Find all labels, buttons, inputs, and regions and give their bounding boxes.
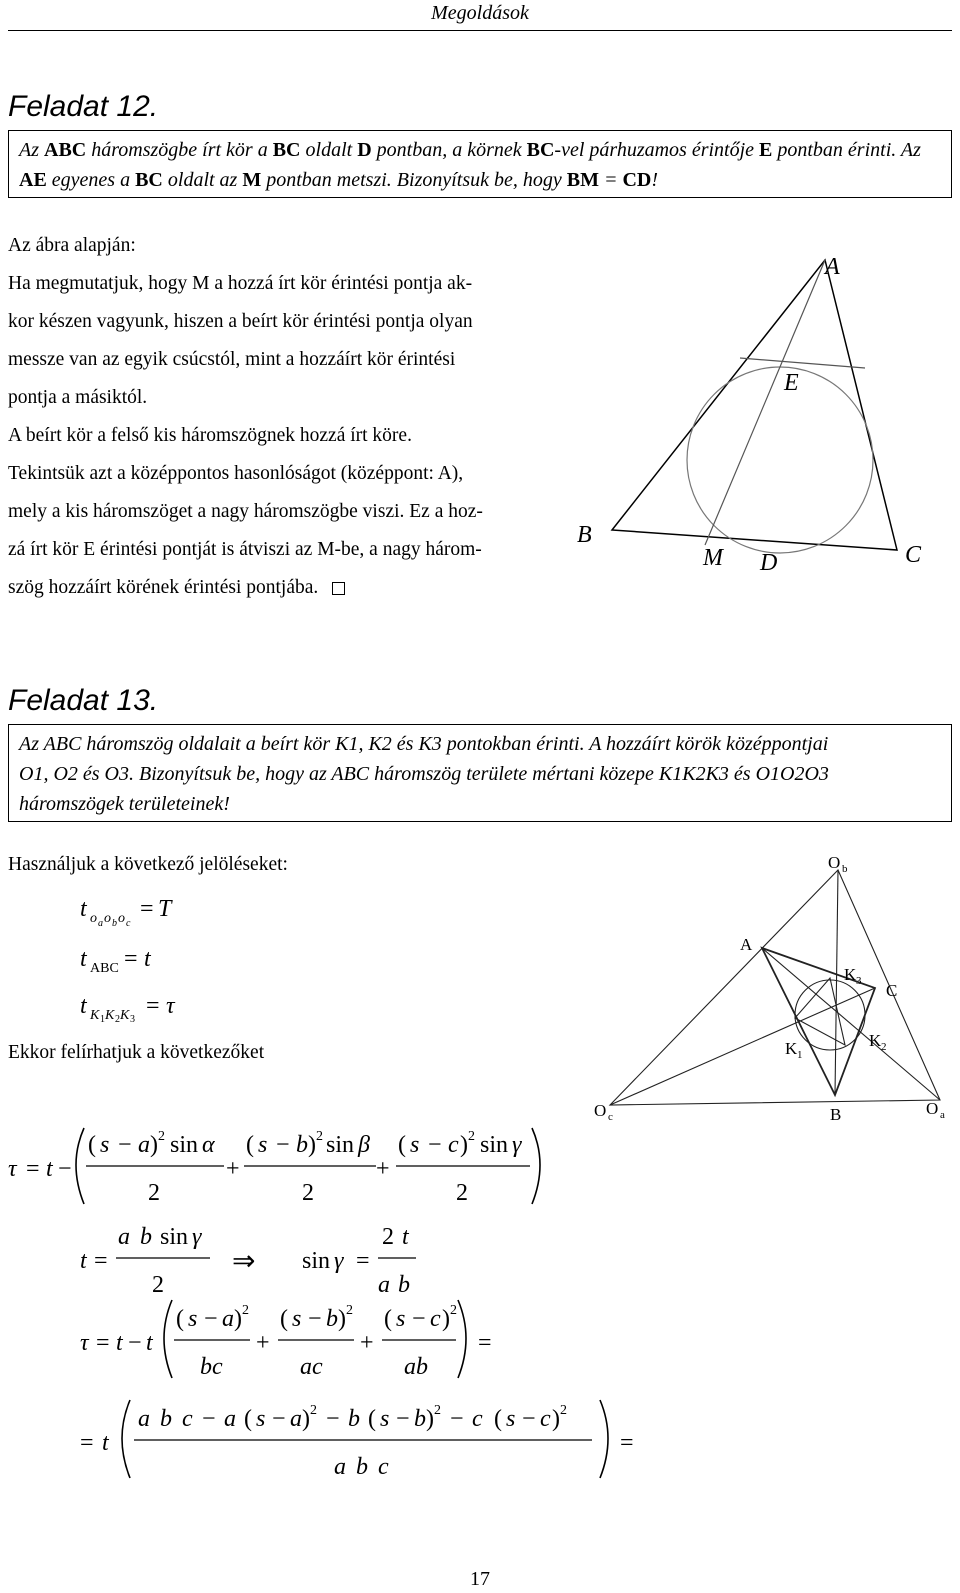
svg-text:=: = (356, 1248, 370, 1274)
svg-text:2: 2 (434, 1403, 441, 1418)
svg-text:2: 2 (148, 1180, 160, 1206)
svg-text:b: b (398, 1272, 410, 1298)
statement-line: háromszögek területeinek! (19, 793, 230, 815)
svg-text:): ) (338, 1306, 346, 1332)
svg-text:c: c (126, 918, 131, 929)
svg-text:a: a (98, 918, 103, 929)
svg-text:τ: τ (166, 993, 175, 1019)
svg-text:−: − (58, 1156, 72, 1182)
svg-text:s: s (256, 1406, 266, 1432)
tangent-line-e (740, 358, 865, 368)
svg-text:=: = (26, 1156, 40, 1182)
solution-line: messze van az egyik csúcstól, mint a hozzáírt kör érintési (8, 349, 456, 370)
solution-line: A beírt kör a felső kis háromszögnek hozzá írt köre. (8, 425, 412, 446)
derivation-formulas (0, 1110, 960, 1510)
svg-text:2: 2 (158, 1129, 165, 1144)
svg-text:γ: γ (192, 1224, 202, 1250)
solution-line: szög hozzáírt körének érintési pontjába. (8, 569, 568, 607)
svg-text:−: − (276, 1132, 290, 1158)
svg-text:t: t (80, 1248, 87, 1274)
svg-text:a: a (224, 1406, 236, 1432)
incircle (687, 367, 873, 553)
svg-text:b: b (296, 1132, 308, 1158)
svg-text:a: a (138, 1406, 150, 1432)
svg-text:τ: τ (8, 1156, 17, 1182)
svg-text:(: ( (244, 1406, 252, 1432)
svg-text:c: c (430, 1306, 441, 1332)
svg-text:(: ( (368, 1406, 376, 1432)
solution-line: Tekintsük azt a középpontos hasonlóságot (középpont: A), (8, 463, 464, 484)
svg-text:o: o (90, 911, 97, 926)
svg-text:a: a (138, 1132, 150, 1158)
svg-text:K: K (90, 1008, 100, 1023)
svg-text:c: c (472, 1406, 483, 1432)
label-oc: O (594, 1101, 607, 1120)
svg-text:2: 2 (316, 1129, 323, 1144)
svg-text:−: − (128, 1330, 142, 1356)
svg-text:β: β (358, 1132, 370, 1158)
problem-13-statement (8, 724, 952, 822)
svg-text:−: − (308, 1306, 322, 1332)
svg-text:s: s (188, 1306, 198, 1332)
svg-text:(: ( (88, 1132, 96, 1158)
svg-text:): ) (426, 1406, 434, 1432)
label-a: A (825, 254, 840, 280)
label-k3-sub: 3 (856, 975, 862, 987)
svg-text:t: t (46, 1156, 53, 1182)
svg-text:b: b (356, 1454, 368, 1480)
svg-text:c: c (540, 1406, 551, 1432)
svg-text:(: ( (246, 1132, 254, 1158)
svg-text:ab: ab (404, 1354, 428, 1380)
svg-text:): ) (460, 1132, 468, 1158)
svg-text:sin: sin (160, 1224, 189, 1250)
svg-text:a: a (378, 1272, 390, 1298)
svg-text:=: = (94, 1248, 108, 1274)
svg-text:γ: γ (512, 1132, 522, 1158)
solution-line: kor készen vagyunk, hiszen a beírt kör érintési pontja olyan (8, 311, 473, 332)
label-k1: K (785, 1039, 798, 1058)
label-a: A (740, 935, 753, 954)
label-d: D (760, 550, 778, 576)
svg-text:=: = (478, 1330, 492, 1356)
svg-text:ac: ac (300, 1354, 323, 1380)
svg-text:(: ( (384, 1306, 392, 1332)
svg-text:(: ( (494, 1406, 502, 1432)
svg-text:sin: sin (302, 1248, 331, 1274)
svg-text:s: s (380, 1406, 390, 1432)
svg-text:c: c (448, 1132, 459, 1158)
page-number: 17 (470, 1568, 490, 1590)
label-oa-sub: a (940, 1109, 945, 1121)
svg-text:t: t (402, 1224, 409, 1250)
svg-text:+: + (226, 1156, 240, 1182)
label-k1-sub: 1 (797, 1049, 803, 1061)
triangle-abc (762, 948, 875, 1095)
svg-text:o: o (104, 911, 111, 926)
svg-text:): ) (552, 1406, 560, 1432)
svg-text:t: t (116, 1330, 123, 1356)
solution-line: Az ábra alapján: (8, 235, 136, 256)
svg-text:t: t (144, 946, 151, 972)
svg-text:=: = (140, 896, 154, 922)
svg-text:): ) (308, 1132, 316, 1158)
svg-text:=: = (96, 1330, 110, 1356)
label-k2-sub: 2 (881, 1041, 887, 1053)
svg-text:2: 2 (302, 1180, 314, 1206)
svg-text:t: t (80, 993, 87, 1019)
svg-text:s: s (292, 1306, 302, 1332)
line-ae (705, 260, 825, 545)
svg-text:bc: bc (200, 1354, 223, 1380)
svg-text:2: 2 (115, 1014, 120, 1025)
svg-text:s: s (410, 1132, 420, 1158)
label-c: C (905, 542, 922, 568)
svg-text:=: = (124, 946, 138, 972)
incircle (795, 980, 865, 1050)
svg-text:t: t (80, 946, 87, 972)
svg-text:−: − (204, 1306, 218, 1332)
svg-text:a: a (222, 1306, 234, 1332)
svg-text:b: b (140, 1224, 152, 1250)
label-b: B (830, 1105, 842, 1124)
notation-formulas (60, 880, 260, 1030)
label-c: C (886, 981, 898, 1000)
svg-text:⇒: ⇒ (232, 1246, 256, 1277)
solution-line: Ha megmutatjuk, hogy M a hozzá írt kör érintési pontja ak- (8, 273, 473, 294)
svg-text:): ) (150, 1132, 158, 1158)
svg-text:sin: sin (480, 1132, 509, 1158)
svg-text:a: a (118, 1224, 130, 1250)
problem-13-figure (590, 850, 950, 1130)
svg-text:−: − (428, 1132, 442, 1158)
svg-text:b: b (326, 1306, 338, 1332)
svg-text:−: − (118, 1132, 132, 1158)
contact-triangle (795, 978, 845, 1045)
label-k2: K (869, 1031, 882, 1050)
svg-text:(: ( (280, 1306, 288, 1332)
svg-text:−: − (522, 1406, 536, 1432)
svg-text:−: − (396, 1406, 410, 1432)
problem-12-statement: Az ABC háromszögbe írt kör a BC oldalt D pontban, a körnek BC-vel párhuzamos érintője E pontban érinti. Az AE egyenes a BC oldalt az M pontban metszi. Bizonyítsuk be, hogy BM = CD! (8, 130, 952, 198)
svg-text:t: t (80, 896, 87, 922)
svg-text:2: 2 (346, 1303, 353, 1318)
svg-text:2: 2 (456, 1180, 468, 1206)
problem-12-title: Feladat 12. (8, 90, 159, 123)
svg-text:t: t (102, 1430, 109, 1456)
label-k3: K (844, 965, 857, 984)
problem-13-ekkor: Ekkor felírhatjuk a következőket (8, 1042, 265, 1063)
label-ob: O (828, 853, 841, 872)
svg-text:−: − (202, 1406, 216, 1432)
svg-text:c: c (182, 1406, 193, 1432)
svg-text:s: s (100, 1132, 110, 1158)
svg-text:=: = (80, 1430, 94, 1456)
svg-text:+: + (256, 1330, 270, 1356)
problem-13-title: Feladat 13. (8, 684, 159, 717)
svg-text:τ: τ (80, 1330, 89, 1356)
problem-12-figure (570, 240, 950, 585)
svg-text:α: α (202, 1132, 215, 1158)
svg-text:sin: sin (170, 1132, 199, 1158)
svg-text:−: − (272, 1406, 286, 1432)
problem-13-intro: Használjuk a következő jelöléseket: (8, 854, 288, 875)
problem-12-solution (8, 227, 568, 607)
svg-text:ABC: ABC (90, 961, 119, 976)
bisector-b (835, 870, 838, 1095)
svg-text:): ) (302, 1406, 310, 1432)
svg-text:s: s (506, 1406, 516, 1432)
svg-text:2: 2 (560, 1403, 567, 1418)
svg-text:2: 2 (450, 1303, 457, 1318)
label-ob-sub: b (842, 863, 848, 875)
svg-text:2: 2 (382, 1224, 394, 1250)
qed-square-icon (332, 582, 345, 595)
svg-text:T: T (158, 896, 172, 922)
svg-text:−: − (450, 1406, 464, 1432)
label-oc-sub: c (608, 1111, 613, 1123)
svg-text:=: = (620, 1430, 634, 1456)
svg-text:2: 2 (310, 1403, 317, 1418)
running-header: Megoldások (431, 2, 529, 24)
solution-line: mely a kis háromszöget a nagy háromszögbe viszi. Ez a hoz- (8, 501, 483, 522)
statement-line: O1, O2 és O3. Bizonyítsuk be, hogy az ABC háromszög területe mértani közepe K1K2K3 és O1O2O3 (19, 763, 829, 785)
svg-text:o: o (118, 911, 125, 926)
svg-text:+: + (360, 1330, 374, 1356)
solution-line: pontja a másiktól. (8, 387, 148, 408)
statement-line: Az ABC háromszög oldalait a beírt kör K1, K2 és K3 pontokban érinti. A hozzáírt körök középpontjai (19, 733, 829, 755)
svg-text:2: 2 (152, 1272, 164, 1298)
svg-text:a: a (290, 1406, 302, 1432)
svg-text:t: t (146, 1330, 153, 1356)
svg-text:−: − (412, 1306, 426, 1332)
svg-text:a: a (334, 1454, 346, 1480)
svg-text:1: 1 (100, 1014, 105, 1025)
label-oa: O (926, 1099, 939, 1118)
solution-line: zá írt kör E érintési pontját is átviszi az M-be, a nagy három- (8, 539, 482, 560)
svg-text:−: − (326, 1406, 340, 1432)
label-m: M (703, 545, 723, 571)
svg-text:γ: γ (334, 1248, 344, 1274)
svg-text:c: c (378, 1454, 389, 1480)
svg-text:=: = (146, 993, 160, 1019)
svg-text:2: 2 (468, 1129, 475, 1144)
svg-text:s: s (258, 1132, 268, 1158)
svg-text:b: b (160, 1406, 172, 1432)
svg-text:2: 2 (242, 1303, 249, 1318)
svg-text:): ) (234, 1306, 242, 1332)
svg-text:(: ( (398, 1132, 406, 1158)
header-divider (8, 30, 952, 31)
label-b: B (577, 522, 592, 548)
svg-text:K: K (120, 1008, 130, 1023)
svg-text:sin: sin (326, 1132, 355, 1158)
svg-text:+: + (376, 1156, 390, 1182)
svg-text:): ) (442, 1306, 450, 1332)
svg-text:b: b (112, 918, 117, 929)
svg-text:b: b (348, 1406, 360, 1432)
label-e: E (784, 370, 799, 396)
svg-text:(: ( (176, 1306, 184, 1332)
svg-text:K: K (105, 1008, 115, 1023)
svg-text:b: b (414, 1406, 426, 1432)
svg-text:s: s (396, 1306, 406, 1332)
svg-text:3: 3 (130, 1014, 135, 1025)
